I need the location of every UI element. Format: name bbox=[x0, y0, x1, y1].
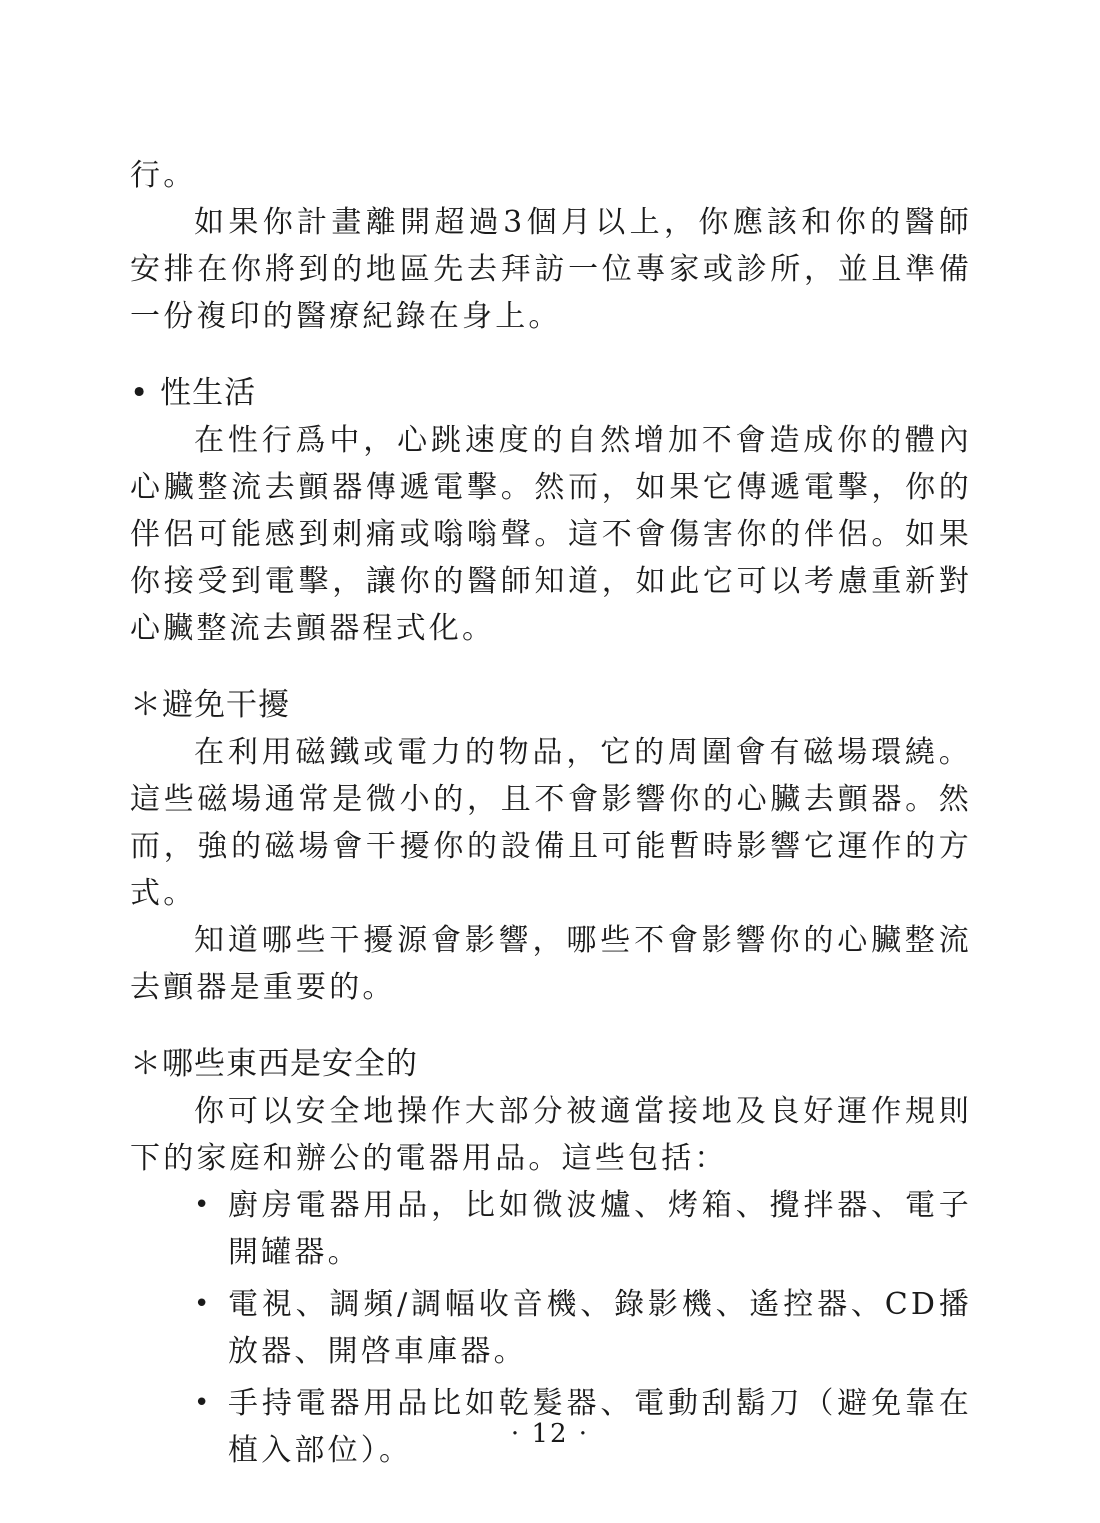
spacer bbox=[130, 652, 972, 682]
paragraph-continuation: 行。 bbox=[130, 158, 197, 193]
paragraph-safe-appliances: 你可以安全地操作大部分被適當接地及良好運作規則下的家庭和辦公的電器用品。這些包括： bbox=[130, 1094, 972, 1176]
page-content bbox=[130, 152, 972, 1479]
spacer bbox=[130, 340, 972, 370]
list-item-text: 廚房電器用品，比如微波爐、烤箱、攪拌器、電子開罐器。 bbox=[228, 1188, 972, 1270]
spacer bbox=[130, 1011, 972, 1041]
paragraph-magnetic-fields: 在利用磁鐵或電力的物品，它的周圍會有磁場環繞。這些磁場通常是微小的，且不會影響你的心臟去顫器。然而，強的磁場會干擾你的設備且可能暫時影響它運作的方式。 bbox=[130, 735, 972, 911]
list-item-text: 手持電器用品比如乾髮器、電動刮鬍刀（避免靠在植入部位）。 bbox=[228, 1386, 972, 1468]
heading-what-is-safe: ＊哪些東西是安全的 bbox=[130, 1046, 418, 1082]
bullet-icon: • bbox=[194, 1289, 213, 1319]
paragraph-sex-life: 在性行爲中，心跳速度的自然增加不會造成你的體內心臟整流去顫器傳遞電擊。然而，如果它傳遞電擊，你的伴侶可能感到刺痛或嗡嗡聲。這不會傷害你的伴侶。如果你接受到電擊，讓你的醫師知道，如此它可以考慮重新對心臟整流去顫器程式化。 bbox=[130, 423, 972, 646]
page-number: · 12 · bbox=[510, 1419, 590, 1449]
list-item-text: 電視、調頻/調幅收音機、錄影機、遙控器、CD播放器、開啓車庫器。 bbox=[228, 1287, 972, 1369]
paragraph-interference-sources: 知道哪些干擾源會影響，哪些不會影響你的心臟整流去顫器是重要的。 bbox=[130, 923, 972, 1005]
bullet-icon: • bbox=[194, 1388, 213, 1418]
bullet-icon: • bbox=[194, 1190, 213, 1220]
paragraph-travel: 如果你計畫離開超過3個月以上，你應該和你的醫師安排在你將到的地區先去拜訪一位專家或診所，並且準備一份複印的醫療紀錄在身上。 bbox=[130, 205, 972, 334]
heading-sex-life: • 性生活 bbox=[130, 375, 257, 411]
list-item bbox=[194, 1182, 972, 1276]
heading-avoid-interference: ＊避免干擾 bbox=[130, 687, 290, 723]
list-item bbox=[194, 1281, 972, 1375]
